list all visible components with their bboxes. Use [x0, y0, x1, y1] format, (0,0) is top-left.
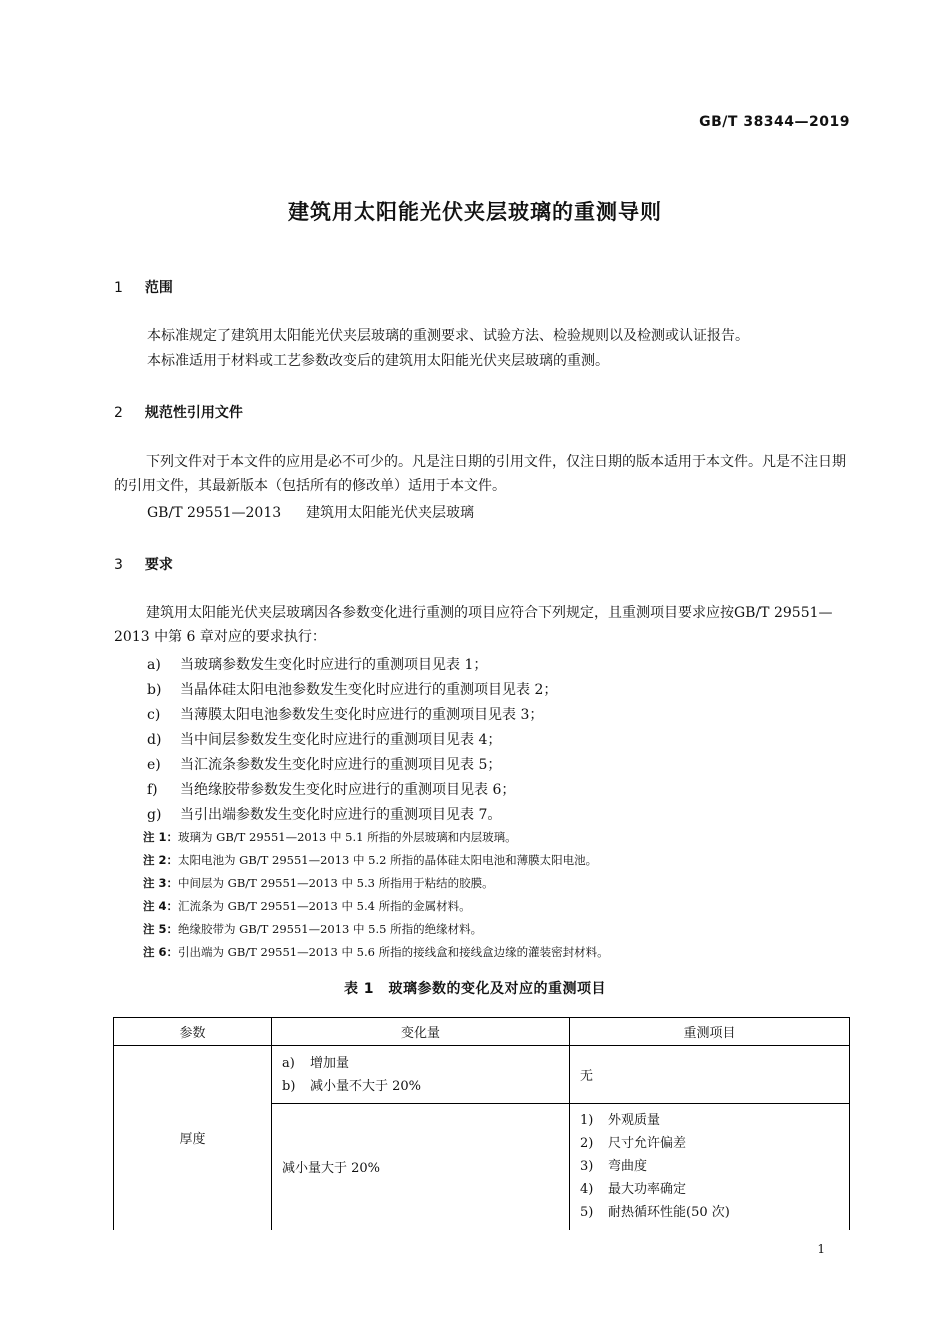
- section-3-heading: [114, 554, 173, 574]
- table-row: [114, 1046, 850, 1104]
- section-number: 1: [114, 280, 123, 296]
- note: 注 4：汇流条为 GB/T 29551—2013 中 5.4 所指的金属材料。: [143, 899, 471, 913]
- paragraph-text: 下列文件对于本文件的应用是必不可少的。凡是注日期的引用文件，仅注日期的版本适用于本文件。凡是不注日期的引用文件，其最新版本（包括所有的修改单）适用于本文件。: [114, 454, 846, 494]
- note: 注 2：太阳电池为 GB/T 29551—2013 中 5.2 所指的晶体硅太阳电池和薄膜太阳电池。: [143, 853, 598, 867]
- note: 注 6：引出端为 GB/T 29551—2013 中 5.6 所指的接线盒和接线盒边缘的灌装密封材料。: [143, 945, 609, 959]
- list-item: g) 当引出端参数发生变化时应进行的重测项目见表 7。: [147, 807, 502, 823]
- paragraph: 本标准规定了建筑用太阳能光伏夹层玻璃的重测要求、试验方法、检验规则以及检测或认证报告。: [147, 328, 749, 344]
- table-header-row: [114, 1018, 850, 1046]
- retest-cell: 1) 外观质量 2) 尺寸允许偏差 3) 弯曲度 4) 最大功率确定 5) 耐热循环性能(50 次): [570, 1104, 850, 1230]
- list-item: e) 当汇流条参数发生变化时应进行的重测项目见表 5；: [147, 757, 502, 773]
- param-cell: 厚度: [114, 1046, 272, 1230]
- retest-cell: 无: [570, 1046, 850, 1104]
- note: 注 5：绝缘胶带为 GB/T 29551—2013 中 5.5 所指的绝缘材料。: [143, 922, 483, 936]
- paragraph: 本标准适用于材料或工艺参数改变后的建筑用太阳能光伏夹层玻璃的重测。: [147, 353, 609, 369]
- list-item: d) 当中间层参数发生变化时应进行的重测项目见表 4；: [147, 732, 502, 748]
- change-cell: 减小量大于 20%: [272, 1104, 570, 1230]
- normative-reference: [147, 502, 474, 522]
- list-item: a) 当玻璃参数发生变化时应进行的重测项目见表 1；: [147, 657, 488, 673]
- list-item: b) 当晶体硅太阳电池参数发生变化时应进行的重测项目见表 2；: [147, 682, 558, 698]
- list-item: f) 当绝缘胶带参数发生变化时应进行的重测项目见表 6；: [147, 782, 516, 798]
- paragraph: [114, 450, 850, 498]
- note: 注 1：玻璃为 GB/T 29551—2013 中 5.1 所指的外层玻璃和内层玻璃。: [143, 830, 517, 844]
- change-cell: a) 增加量 b) 减小量不大于 20%: [272, 1046, 570, 1104]
- list-item: c) 当薄膜太阳电池参数发生变化时应进行的重测项目见表 3；: [147, 707, 544, 723]
- column-header: 变化量: [272, 1018, 570, 1046]
- section-title: 范围: [144, 280, 173, 296]
- reference-title: 建筑用太阳能光伏夹层玻璃: [306, 505, 475, 521]
- section-title: 规范性引用文件: [144, 405, 243, 421]
- section-number: 2: [114, 405, 123, 421]
- column-header: 参数: [114, 1018, 272, 1046]
- glass-parameter-table: [113, 1017, 850, 1230]
- paragraph: [114, 601, 850, 649]
- document-title: 建筑用太阳能光伏夹层玻璃的重测导则: [288, 200, 662, 224]
- column-header: 重测项目: [570, 1018, 850, 1046]
- standard-code: GB/T 38344—2019: [699, 114, 850, 130]
- table-caption: 表 1 玻璃参数的变化及对应的重测项目: [343, 981, 607, 997]
- section-title: 要求: [144, 557, 173, 573]
- reference-code: GB/T 29551—2013: [147, 505, 282, 521]
- section-2-heading: [114, 402, 243, 422]
- paragraph-text: 建筑用太阳能光伏夹层玻璃因各参数变化进行重测的项目应符合下列规定，且重测项目要求应按GB/T 29551—2013 中第 6 章对应的要求执行：: [114, 605, 833, 645]
- page-number: 1: [817, 1242, 825, 1256]
- section-number: 3: [114, 557, 123, 573]
- note: 注 3：中间层为 GB/T 29551—2013 中 5.3 所指用于粘结的胶膜。: [143, 876, 494, 890]
- section-1-heading: [114, 277, 173, 297]
